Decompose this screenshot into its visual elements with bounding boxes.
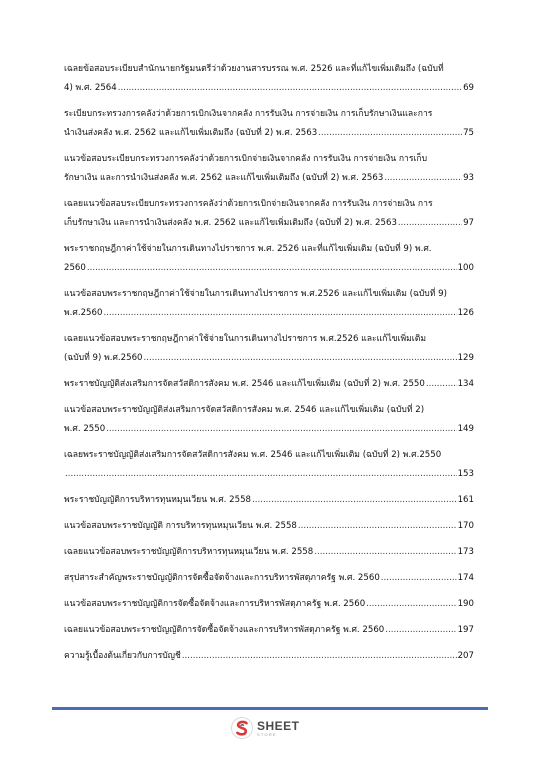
toc-page-number: 100 bbox=[457, 263, 474, 273]
toc-entry bbox=[64, 446, 474, 484]
toc-entry-title-line: 4) พ.ศ. 2564 bbox=[64, 83, 117, 93]
toc-page-number: 207 bbox=[457, 651, 474, 661]
logo-name: SHEET bbox=[257, 718, 300, 733]
toc-entry-last-line bbox=[64, 124, 474, 143]
toc-entry bbox=[64, 60, 474, 98]
toc-entry-last-line bbox=[64, 543, 474, 562]
toc-entry-last-line bbox=[64, 621, 474, 640]
toc-entry bbox=[64, 647, 474, 666]
toc-entry bbox=[64, 375, 474, 394]
toc-entry bbox=[64, 401, 474, 439]
toc-page-number: 129 bbox=[457, 353, 474, 363]
toc-entry-title-line: เฉลยแนวข้อสอบพระราชกฤษฎีกาค่าใช้จ่ายในการเดินทางไปราชการ พ.ศ.2526 และแก้ไขเพิ่มเติม bbox=[64, 334, 426, 344]
toc-entry-last-line bbox=[64, 517, 474, 536]
toc-page-number: 161 bbox=[457, 495, 474, 505]
toc-entry-last-line bbox=[64, 349, 474, 368]
toc-entry-last-line bbox=[64, 79, 474, 98]
toc-entry-title-line: เฉลยแนวข้อสอบพระราชบัญญัติการจัดซื้อจัดจ้างและการบริหารพัสดุภาครัฐ พ.ศ. 2560 bbox=[64, 625, 385, 635]
toc-entry-title-line: พระราชบัญญัติส่งเสริมการจัดสวัสดิการสังคม พ.ศ. 2546 และแก้ไขเพิ่มเติม (ฉบับที่ 2) พ.ศ. 2550 bbox=[64, 379, 425, 389]
dot-leader bbox=[398, 214, 462, 233]
toc-entry-title-line: (ฉบับที่ 9) พ.ศ.2560 bbox=[64, 353, 143, 363]
toc-entry bbox=[64, 330, 474, 368]
toc-entry-title-line: เฉลยข้อสอบระเบียบสำนักนายกรัฐมนตรีว่าด้วยงานสารบรรณ พ.ศ. 2526 และที่แก้ไขเพิ่มเติมถึง (ฉบับที่ bbox=[64, 64, 444, 74]
toc-page-number: 174 bbox=[457, 573, 474, 583]
toc-page-number: 153 bbox=[457, 469, 474, 479]
dot-leader bbox=[252, 491, 457, 510]
toc-page-number: 149 bbox=[457, 424, 474, 434]
toc-entry-last-line bbox=[64, 304, 474, 323]
toc-entry-title-line: แนวข้อสอบระเบียบกระทรวงการคลังว่าด้วยการเบิกจ่ายเงินจากคลัง การรับเงิน การจ่ายเงิน การเก็บ bbox=[64, 154, 428, 164]
toc-entry-title-line: พระราชกฤษฎีกาค่าใช้จ่ายในการเดินทางไปราชการ พ.ศ. 2526 และที่แก้ไขเพิ่มเติม (ฉบับที่ 9) พ.ศ. bbox=[64, 244, 432, 254]
toc-entry bbox=[64, 285, 474, 323]
toc-page-number: 75 bbox=[463, 128, 474, 138]
dot-leader bbox=[314, 543, 456, 562]
toc-entry-title-line: พระราชบัญญัติการบริหารทุนหมุนเวียน พ.ศ. 2558 bbox=[64, 495, 252, 505]
toc-page-number: 134 bbox=[457, 379, 474, 389]
dot-leader bbox=[381, 569, 457, 588]
toc-page-number: 173 bbox=[457, 547, 474, 557]
toc-entry bbox=[64, 543, 474, 562]
toc-entry-last-line bbox=[64, 259, 474, 278]
toc-entry-title-line: แนวข้อสอบพระราชบัญญัติการจัดซื้อจัดจ้างและการบริหารพัสดุภาครัฐ พ.ศ. 2560 bbox=[64, 599, 366, 609]
toc-entry-last-line bbox=[64, 569, 474, 588]
toc-page-number: 97 bbox=[463, 218, 474, 228]
dot-leader bbox=[65, 465, 457, 484]
toc-entry bbox=[64, 595, 474, 614]
toc-page-number: 69 bbox=[463, 83, 474, 93]
toc-entry-last-line bbox=[64, 214, 474, 233]
toc-entry-last-line bbox=[64, 647, 474, 666]
toc-entry-title-line: พ.ศ. 2550 bbox=[64, 424, 106, 434]
toc-entry-title-line: เฉลยแนวข้อสอบพระราชบัญญัติการบริหารทุนหมุนเวียน พ.ศ. 2558 bbox=[64, 547, 314, 557]
toc-page-number: 190 bbox=[457, 599, 474, 609]
toc-entry bbox=[64, 569, 474, 588]
toc-entry-title-line: นำเงินส่งคลัง พ.ศ. 2562 และแก้ไขเพิ่มเติมถึง (ฉบับที่ 2) พ.ศ. 2563 bbox=[64, 128, 318, 138]
toc-entry-last-line bbox=[64, 420, 474, 439]
toc-entry-title-line: แนวข้อสอบพระราชบัญญัติ การบริหารทุนหมุนเวียน พ.ศ. 2558 bbox=[64, 521, 297, 531]
toc-entry bbox=[64, 621, 474, 640]
toc-entry bbox=[64, 491, 474, 510]
logo-icon bbox=[231, 717, 253, 739]
toc-page-number: 170 bbox=[457, 521, 474, 531]
dot-leader bbox=[318, 124, 462, 143]
toc-entry bbox=[64, 150, 474, 188]
toc-entry-last-line bbox=[64, 169, 474, 188]
toc-entry-title-line: สรุปสาระสำคัญพระราชบัญญัติการจัดซื้อจัดจ้างและการบริหารพัสดุภาครัฐ พ.ศ. 2560 bbox=[64, 573, 380, 583]
dot-leader bbox=[87, 259, 457, 278]
dot-leader bbox=[106, 420, 456, 439]
dot-leader bbox=[182, 647, 457, 666]
dot-leader bbox=[366, 595, 456, 614]
toc-page-number: 126 bbox=[457, 308, 474, 318]
toc-entry bbox=[64, 105, 474, 143]
toc-entry-title-line: เฉลยแนวข้อสอบระเบียบกระทรวงการคลังว่าด้วยการเบิกจ่ายเงินจากคลัง การรับเงิน การจ่ายเงิน การ bbox=[64, 199, 433, 209]
sheet-store-logo bbox=[231, 717, 300, 739]
dot-leader bbox=[103, 304, 456, 323]
footer-divider bbox=[52, 707, 488, 710]
toc-entry-title-line: ระเบียบกระทรวงการคลังว่าด้วยการเบิกเงินจากคลัง การรับเงิน การจ่ายเงิน การเก็บรักษาเงินและการ bbox=[64, 109, 433, 119]
table-of-contents bbox=[64, 60, 474, 673]
toc-entry-title-line: แนวข้อสอบพระราชกฤษฎีกาค่าใช้จ่ายในการเดินทางไปราชการ พ.ศ.2526 และแก้ไขเพิ่มเติม (ฉบับที่ 9) bbox=[64, 289, 447, 299]
dot-leader bbox=[298, 517, 457, 536]
toc-entry bbox=[64, 517, 474, 536]
toc-entry-last-line bbox=[64, 595, 474, 614]
toc-entry-title-line: ความรู้เบื้องต้นเกี่ยวกับการบัญชี bbox=[64, 651, 181, 661]
toc-entry-title-line: เฉลยพระราชบัญญัติส่งเสริมการจัดสวัสดิการสังคม พ.ศ. 2546 และแก้ไขเพิ่มเติม (ฉบับที่ 2) พ.ศ.2550 bbox=[64, 450, 442, 460]
dot-leader bbox=[426, 375, 457, 394]
toc-entry-last-line bbox=[64, 491, 474, 510]
toc-entry-last-line bbox=[64, 375, 474, 394]
logo-subtitle: STORE bbox=[257, 731, 277, 737]
toc-entry bbox=[64, 195, 474, 233]
toc-entry-title-line: แนวข้อสอบพระราชบัญญัติส่งเสริมการจัดสวัสดิการสังคม พ.ศ. 2546 และแก้ไขเพิ่มเติม (ฉบับที่ 2) bbox=[64, 405, 425, 415]
toc-entry-last-line bbox=[64, 465, 474, 484]
toc-page-number: 197 bbox=[457, 625, 474, 635]
dot-leader bbox=[144, 349, 457, 368]
toc-entry-title-line: พ.ศ.2560 bbox=[64, 308, 103, 318]
toc-entry-title-line: 2560 bbox=[64, 263, 86, 273]
toc-entry bbox=[64, 240, 474, 278]
toc-page-number: 93 bbox=[463, 173, 474, 183]
dot-leader bbox=[384, 169, 462, 188]
toc-entry-title-line: รักษาเงิน และการนำเงินส่งคลัง พ.ศ. 2562 และแก้ไขเพิ่มเติมถึง (ฉบับที่ 2) พ.ศ. 2563 bbox=[64, 173, 384, 183]
dot-leader bbox=[385, 621, 456, 640]
dot-leader bbox=[118, 79, 462, 98]
toc-entry-title-line: เก็บรักษาเงิน และการนำเงินส่งคลัง พ.ศ. 2562 และแก้ไขเพิ่มเติมถึง (ฉบับที่ 2) พ.ศ. 2563 bbox=[64, 218, 397, 228]
